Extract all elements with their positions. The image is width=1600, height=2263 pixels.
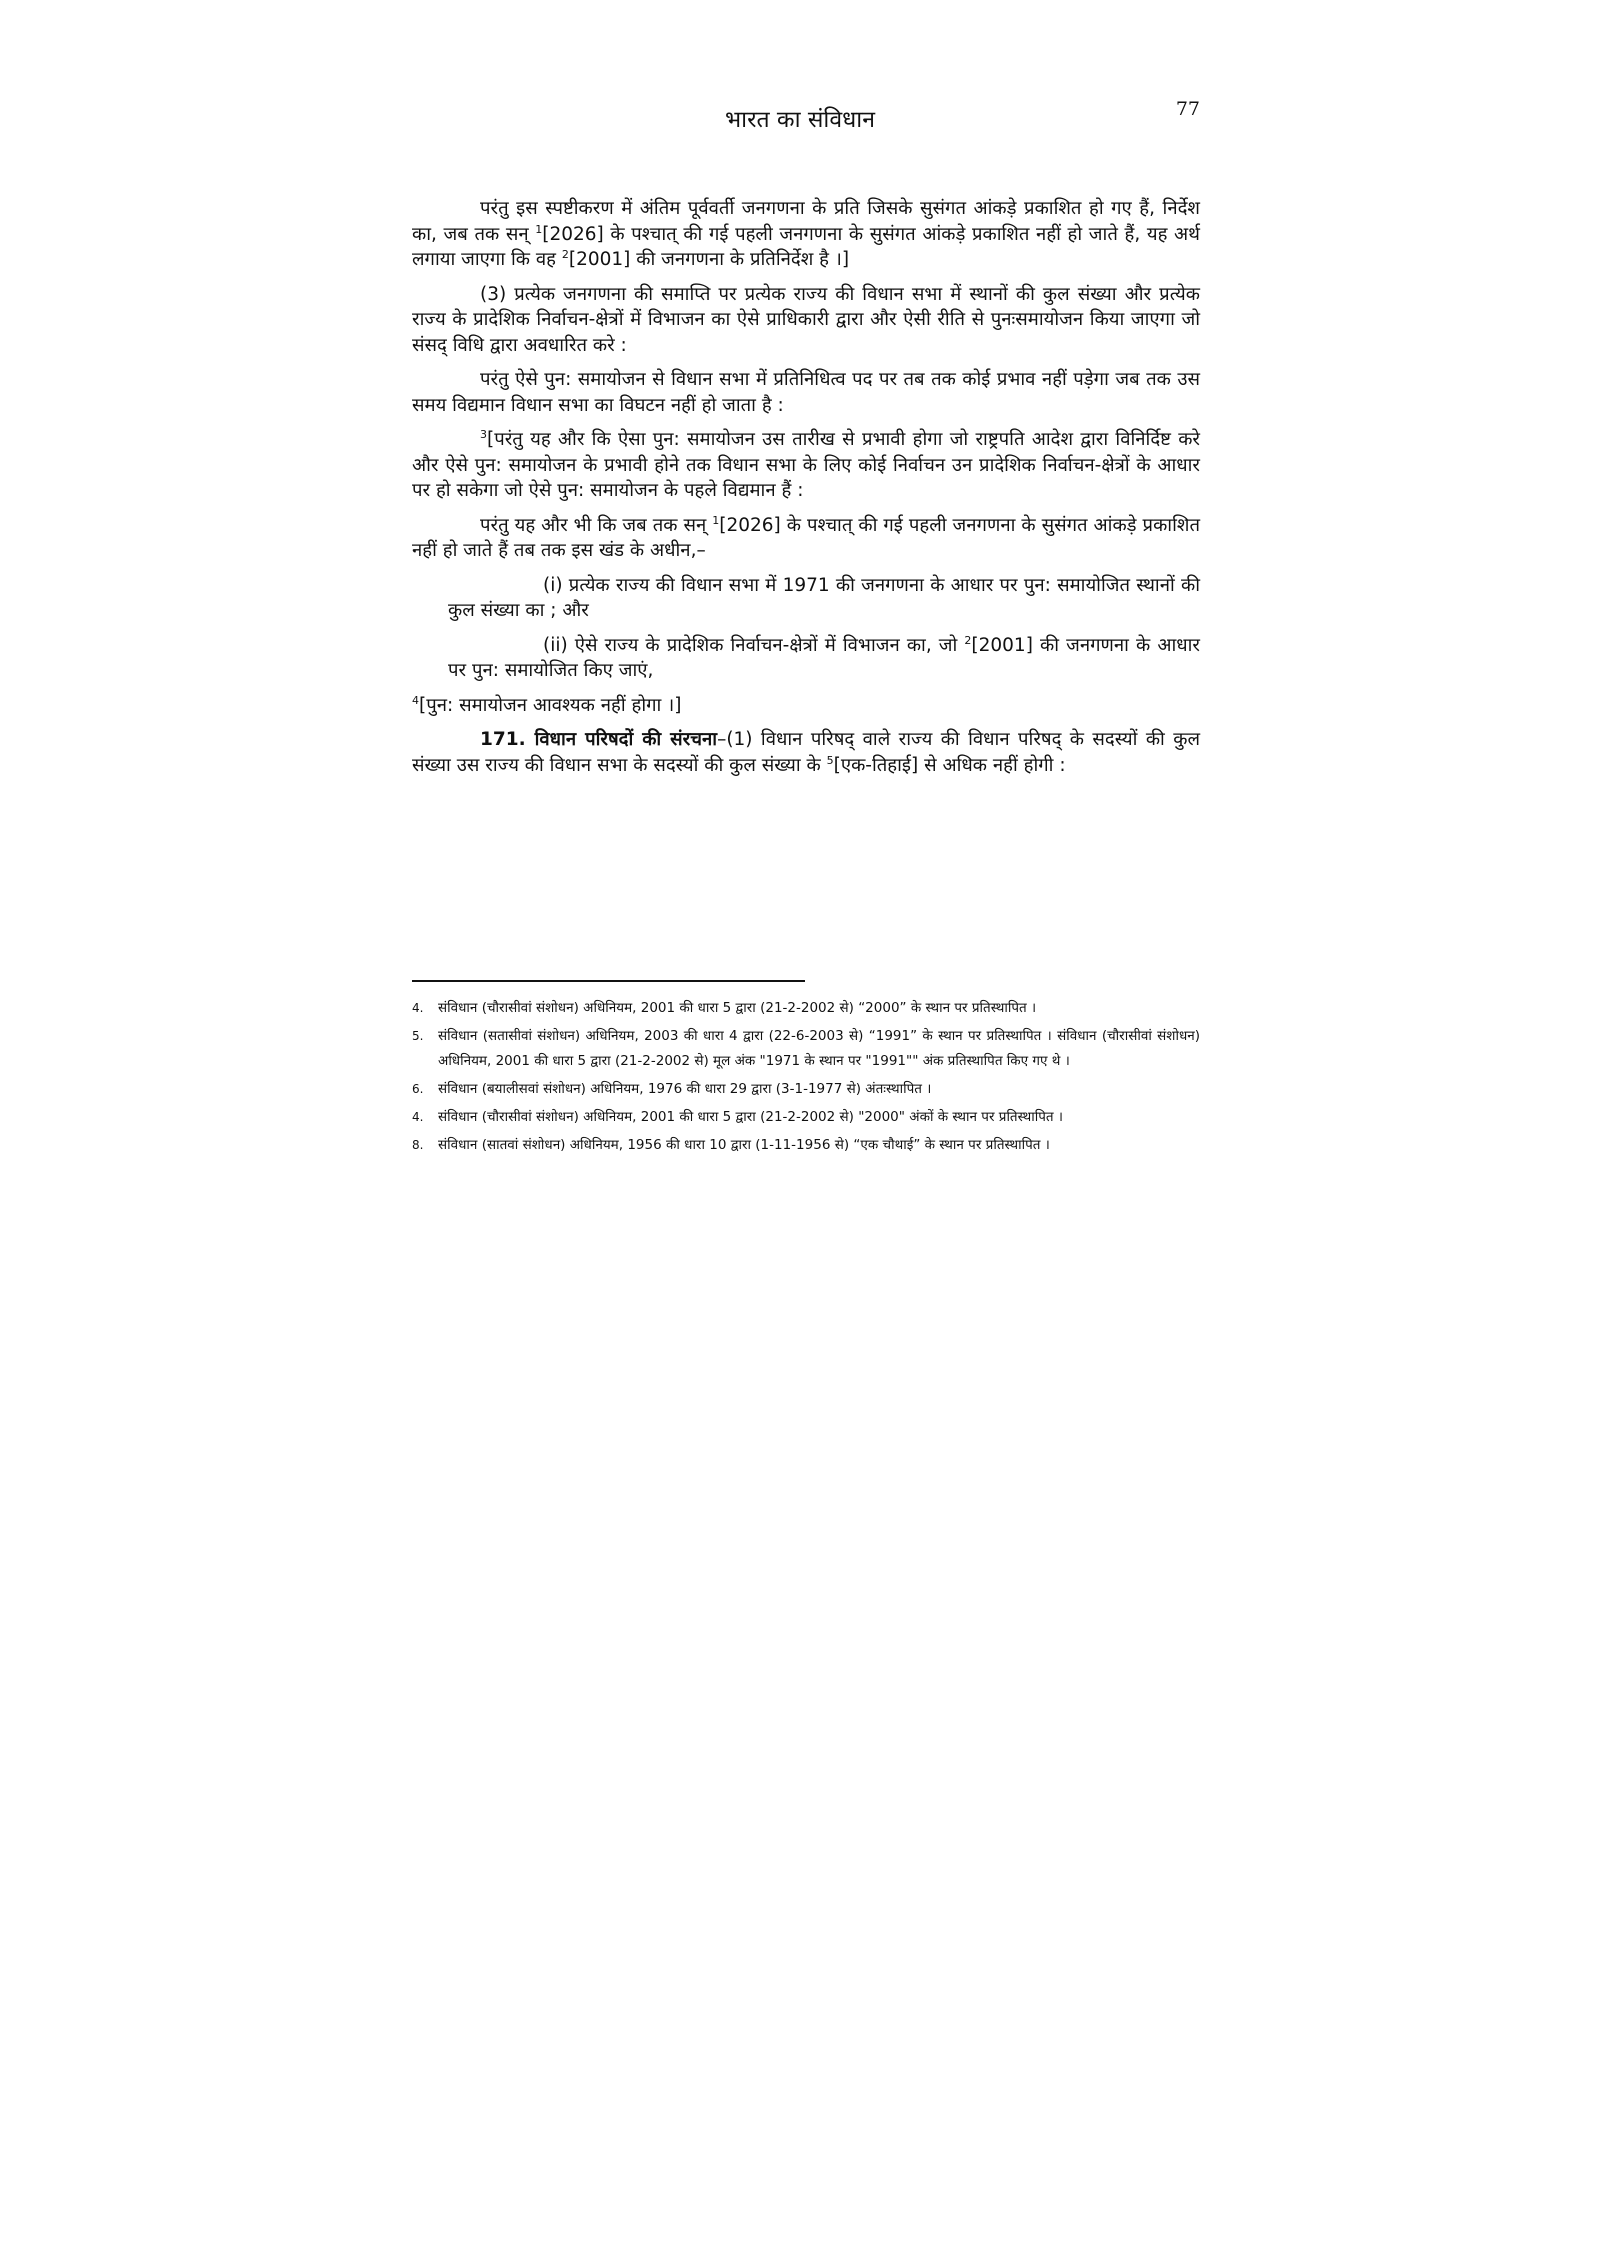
page-header	[400, 92, 1200, 142]
page-number: 77	[1175, 98, 1200, 120]
footnote-number: 4.	[412, 1110, 424, 1124]
footnote-ref: 3	[480, 427, 487, 441]
footnote-number: 5.	[412, 1029, 424, 1043]
footnote-ref: 2	[964, 633, 972, 647]
footnote-ref: 4	[412, 693, 419, 707]
paragraph-closing: $^4$[पुन: समायोजन आवश्यक नहीं होगा ।]	[412, 693, 682, 716]
paragraph-sub-clause-i: (i) प्रत्येक राज्य की विधान सभा में 1971 की जनगणना के आधार पर पुन: समायोजित स्थानों की कुल संख्या का ; और	[448, 574, 1200, 621]
body-text	[412, 196, 1200, 787]
footnote	[412, 996, 1200, 1021]
paragraph-proviso-explanation: परंतु इस स्पष्टीकरण में अंतिम पूर्ववर्ती जनगणना के प्रति जिसके सुसंगत आंकड़े प्रकाशित हो गए हैं, निर्देश का, जब तक सन् $^1$[2026] के पश्चात् की गई पहली जनगणना के सुसंगत आंकड़े प्रकाशित नहीं हो जाते हैं, यह अर्थ लगाया जाएगा कि वह $^2$[2001] की जनगणना के प्रतिनिर्देश है ।]	[412, 198, 1200, 270]
footnote	[412, 1077, 1200, 1102]
footnote	[412, 1024, 1200, 1074]
footnote-text: संविधान (चौरासीवां संशोधन) अधिनियम, 2001 की धारा 5 द्वारा (21-2-2002 से) “2000” के स्थान पर प्रतिस्थापित ।	[438, 1000, 1037, 1016]
footnote-text: संविधान (सतासीवां संशोधन) अधिनियम, 2003 की धारा 4 द्वारा (22-6-2003 से) “1991” के स्थान पर प्रतिस्थापित । संविधान (चौरासीवां संशोधन) अधिनियम, 2001 की धारा 5 द्वारा (21-2-2002 से) मूल अंक "1971 के स्थान पर "1991"" अंक प्रतिस्थापित किए गए थे ।	[438, 1028, 1200, 1069]
paragraph-proviso-2: $^3$[परंतु यह और कि ऐसा पुन: समायोजन उस तारीख से प्रभावी होगा जो राष्ट्रपति आदेश द्वारा विनिर्दिष्ट करे और ऐसे पुन: समायोजन के प्रभावी होने तक विधान सभा के लिए कोई निर्वाचन उन प्रादेशिक निर्वाचन-क्षेत्रों के आधार पर हो सकेगा जो ऐसे पुन: समायोजन के पहले विद्यमान हैं :	[412, 427, 1200, 501]
running-title: भारत का संविधान	[724, 107, 876, 133]
footnote-number: 8.	[412, 1138, 424, 1152]
footnotes	[412, 996, 1200, 1161]
footnote	[412, 1133, 1200, 1158]
footnote-number: 6.	[412, 1082, 424, 1096]
footnote-ref: 5	[826, 753, 834, 767]
footnote-text: संविधान (सातवां संशोधन) अधिनियम, 1956 की धारा 10 द्वारा (1-11-1956 से) “एक चौथाई” के स्थान पर प्रतिस्थापित ।	[438, 1137, 1050, 1153]
footnote	[412, 1105, 1200, 1130]
paragraph-proviso-1: परंतु ऐसे पुन: समायोजन से विधान सभा में प्रतिनिधित्व पद पर तब तक कोई प्रभाव नहीं पड़ेगा जब तक उस समय विद्यमान विधान सभा का विघटन नहीं हो जाता है :	[412, 369, 1200, 416]
paragraph-clause-3: (3) प्रत्येक जनगणना की समाप्ति पर प्रत्येक राज्य की विधान सभा में स्थानों की कुल संख्या और प्रत्येक राज्य के प्रादेशिक निर्वाचन-क्षेत्रों में विभाजन का ऐसे प्राधिकारी द्वारा और ऐसी रीति से पुनःसमायोजन किया जाएगा जो संसद् विधि द्वारा अवधारित करे :	[412, 283, 1200, 356]
footnote-ref: 2	[561, 247, 569, 261]
footnote-ref: 1	[535, 222, 543, 236]
paragraph-sub-clause-ii: (ii) ऐसे राज्य के प्रादेशिक निर्वाचन-क्षेत्रों में विभाजन का, जो $^2$[2001] की जनगणना के आधार पर पुन: समायोजित किए जाएं,	[448, 633, 1200, 681]
footnote-text: संविधान (बयालीसवां संशोधन) अधिनियम, 1976 की धारा 29 द्वारा (3-1-1977 से) अंतःस्थापित ।	[438, 1081, 932, 1097]
footnote-ref: 1	[712, 513, 720, 527]
footnote-divider	[412, 980, 805, 982]
paragraph-article-171: 171. विधान परिषदों की संरचना–(1) विधान परिषद् वाले राज्य की विधान परिषद् के सदस्यों की कुल संख्या उस राज्य की विधान सभा के सदस्यों की कुल संख्या के $^5$[एक-तिहाई] से अधिक नहीं होगी :	[412, 729, 1201, 776]
footnote-text: संविधान (चौरासीवां संशोधन) अधिनियम, 2001 की धारा 5 द्वारा (21-2-2002 से) "2000" अंकों के स्थान पर प्रतिस्थापित ।	[438, 1109, 1064, 1125]
footnote-number: 4.	[412, 1001, 424, 1015]
section-heading: 171. विधान परिषदों की संरचना	[480, 729, 718, 750]
paragraph-proviso-3: परंतु यह और भी कि जब तक सन् $^1$[2026] के पश्चात् की गई पहली जनगणना के सुसंगत आंकड़े प्रकाशित नहीं हो जाते हैं तब तक इस खंड के अधीन,–	[412, 513, 1200, 561]
